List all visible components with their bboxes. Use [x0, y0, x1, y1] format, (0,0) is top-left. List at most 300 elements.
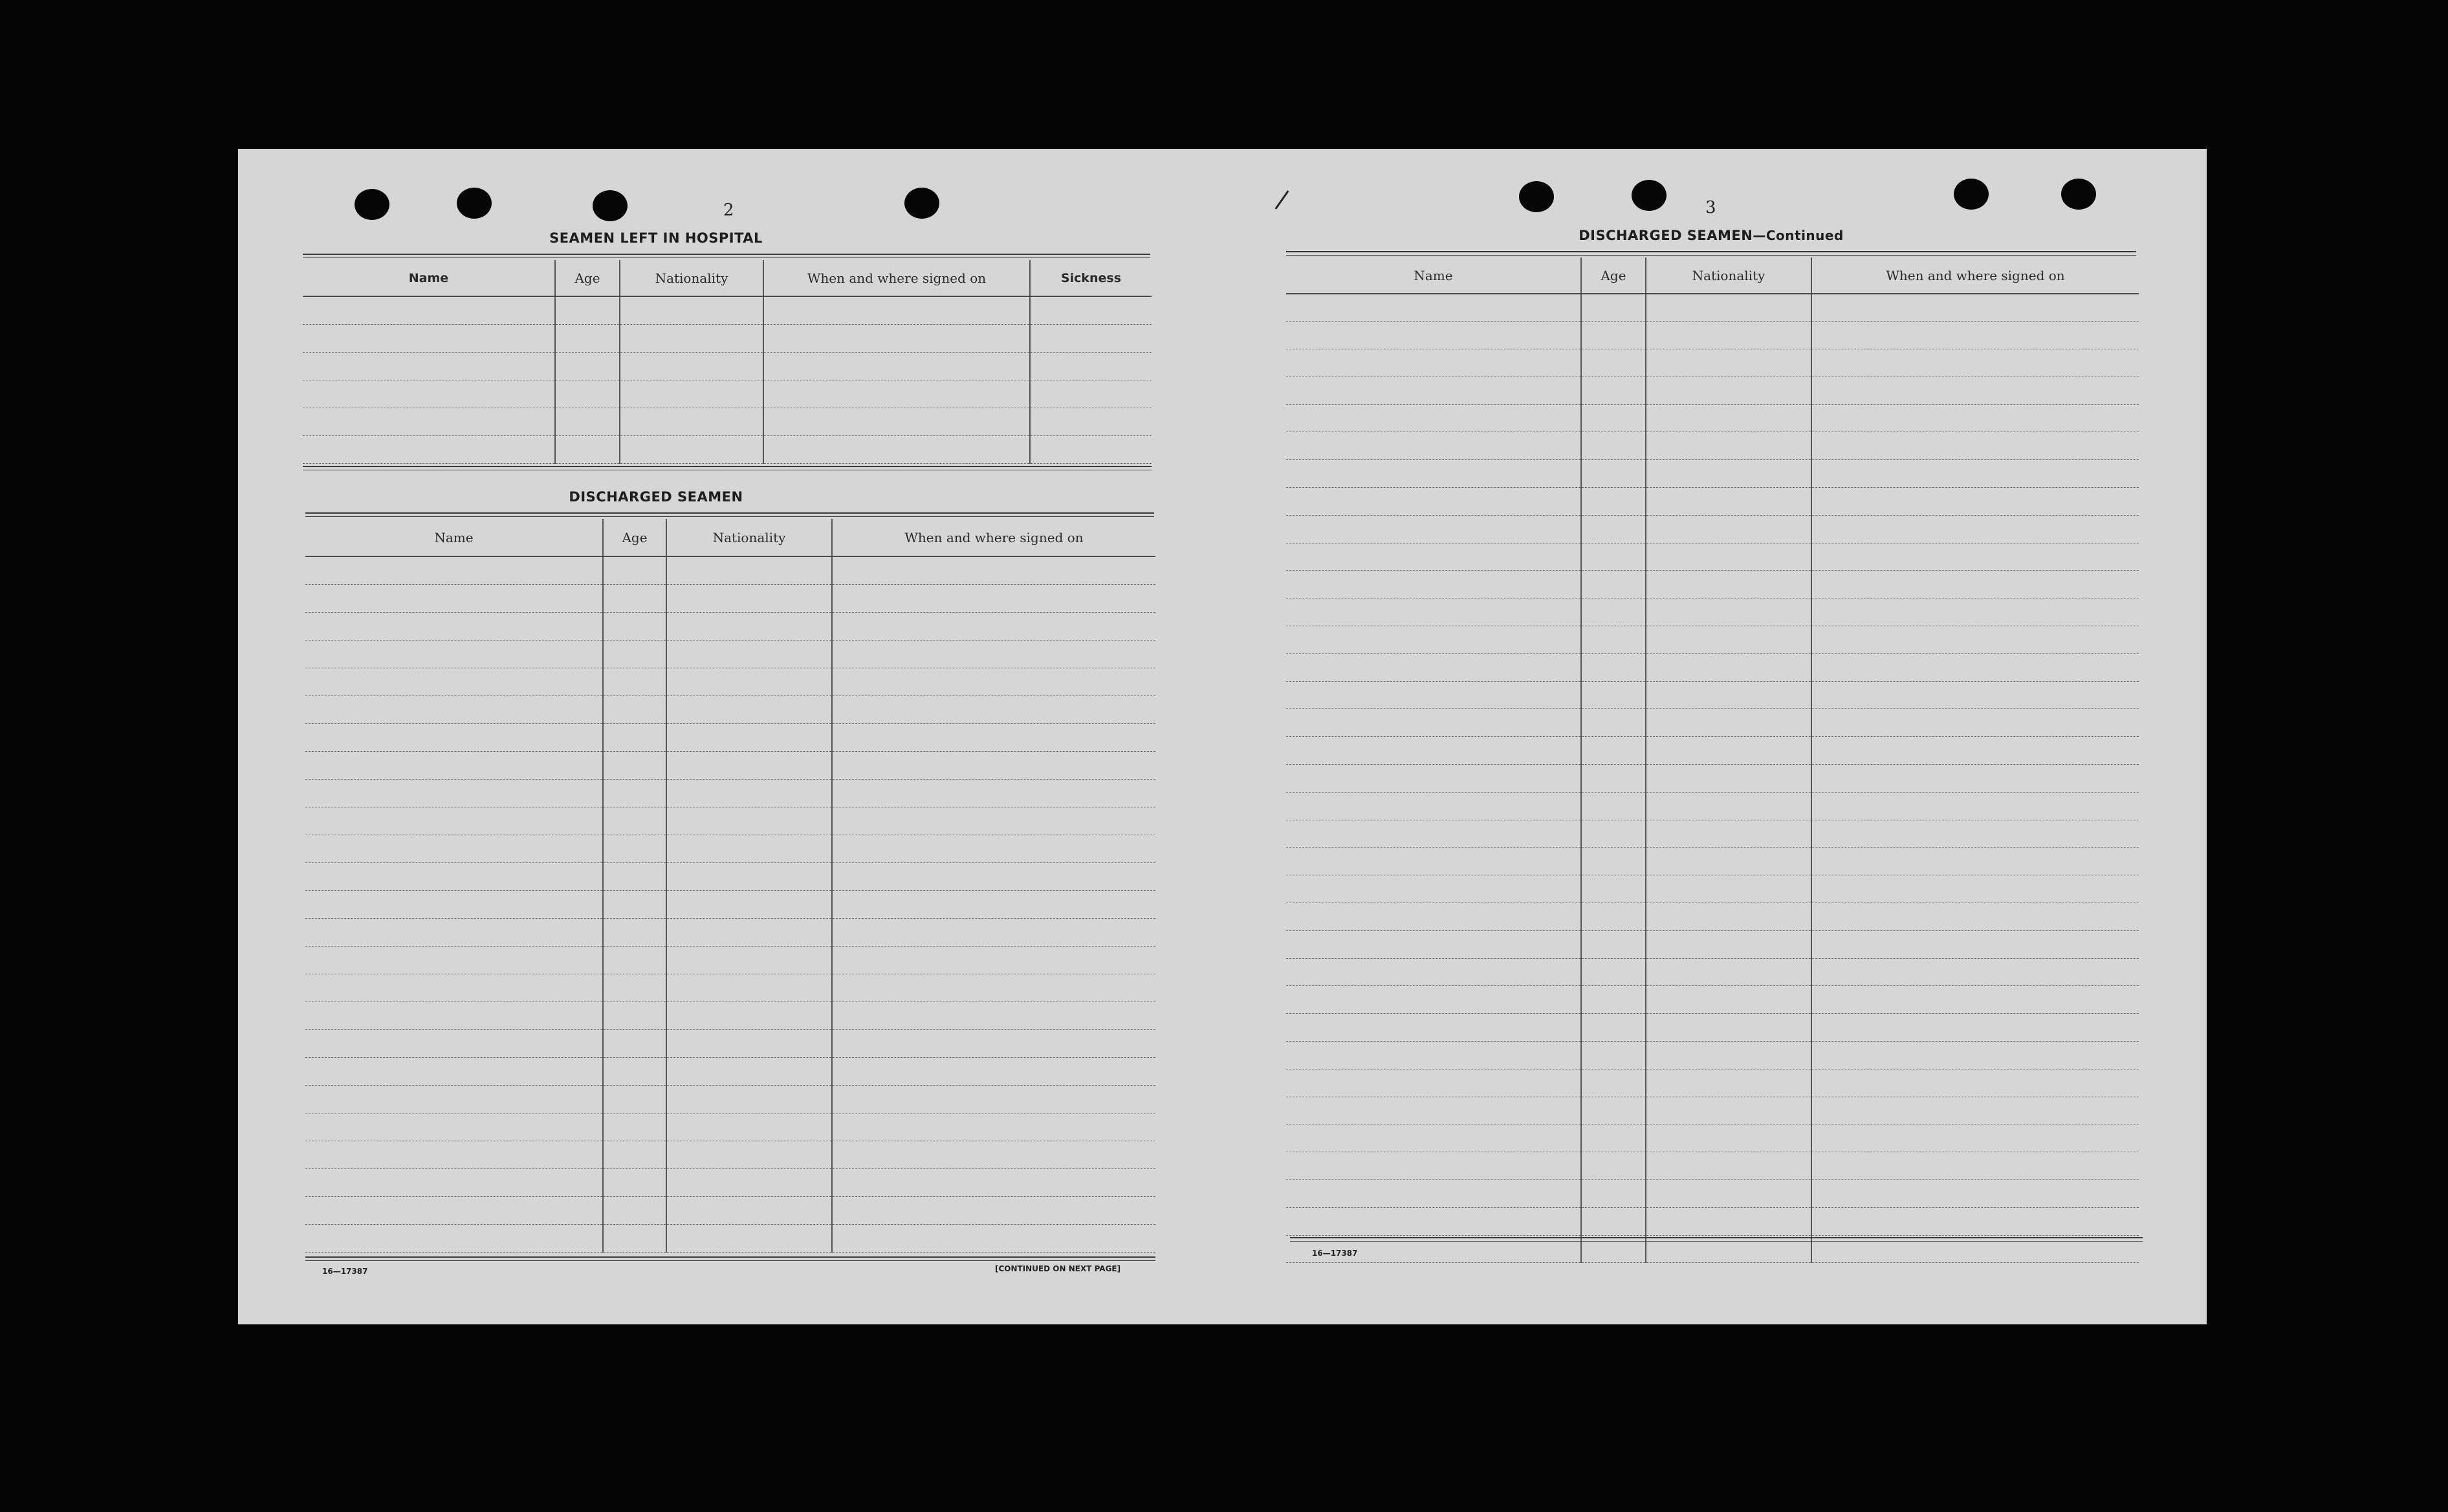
blank-cell: [1286, 626, 1581, 654]
blank-cell: [555, 380, 620, 408]
table-row: [305, 1196, 1155, 1224]
table-row: [303, 380, 1152, 408]
table-row: [305, 946, 1155, 974]
blank-cell: [1646, 1152, 1811, 1180]
blank-cell: [1646, 765, 1811, 793]
table-row: [1286, 1097, 2139, 1124]
blank-cell: [1646, 1124, 1811, 1152]
col-header-signed-on: When and where signed on: [1811, 257, 2139, 294]
table-row: [1286, 1207, 2139, 1235]
blank-cell: [555, 408, 620, 435]
blank-cell: [832, 1057, 1155, 1085]
blank-cell: [305, 1085, 603, 1113]
blank-cell: [1581, 653, 1646, 681]
blank-cell: [1646, 404, 1811, 432]
blank-cell: [1286, 986, 1581, 1014]
blank-cell: [1646, 1042, 1811, 1069]
blank-cell: [1811, 543, 2139, 571]
col-header-nationality: Nationality: [620, 260, 763, 296]
blank-cell: [305, 1057, 603, 1085]
blank-cell: [1581, 1042, 1646, 1069]
col-header-nationality: Nationality: [1646, 257, 1811, 294]
table-row: [1286, 709, 2139, 737]
blank-cell: [1286, 903, 1581, 931]
table-row: [305, 640, 1155, 668]
blank-cell: [1811, 571, 2139, 598]
blank-cell: [1811, 930, 2139, 958]
blank-cell: [603, 1085, 666, 1113]
blank-cell: [1581, 404, 1646, 432]
blank-cell: [1286, 875, 1581, 903]
blank-cell: [1581, 792, 1646, 820]
blank-cell: [1286, 653, 1581, 681]
blank-cell: [1811, 515, 2139, 543]
table-row: [1286, 1069, 2139, 1097]
table-row: [305, 1057, 1155, 1085]
blank-cell: [832, 556, 1155, 584]
col-header-age: Age: [1581, 257, 1646, 294]
blank-cell: [832, 946, 1155, 974]
blank-cell: [666, 640, 832, 668]
blank-cell: [1286, 1042, 1581, 1069]
table-row: [305, 723, 1155, 751]
blank-cell: [1646, 294, 1811, 322]
blank-cell: [832, 835, 1155, 862]
blank-cell: [555, 352, 620, 380]
blank-cell: [1286, 404, 1581, 432]
blank-cell: [1581, 294, 1646, 322]
discharged-section-title: DISCHARGED SEAMEN: [569, 489, 743, 505]
blank-cell: [1646, 543, 1811, 571]
continued-note: [CONTINUED ON NEXT PAGE]: [995, 1264, 1121, 1273]
blank-cell: [666, 1224, 832, 1252]
blank-cell: [1811, 792, 2139, 820]
discharged-continued-title: [1286, 228, 2136, 243]
blank-cell: [1581, 1235, 1646, 1263]
blank-cell: [305, 584, 603, 612]
blank-cell: [603, 1224, 666, 1252]
blank-cell: [666, 723, 832, 751]
blank-cell: [763, 380, 1030, 408]
blank-cell: [666, 890, 832, 918]
blank-cell: [303, 324, 555, 352]
col-header-signed-on: When and where signed on: [832, 519, 1155, 556]
blank-cell: [1581, 515, 1646, 543]
discharged-top-rule-2: [305, 516, 1154, 517]
blank-cell: [1286, 1180, 1581, 1208]
discharged-bottom-rule: [305, 1256, 1155, 1258]
blank-cell: [620, 408, 763, 435]
blank-cell: [1811, 737, 2139, 765]
blank-cell: [1646, 515, 1811, 543]
hospital-top-rule-2: [303, 257, 1150, 258]
blank-cell: [603, 640, 666, 668]
table-row: [1286, 986, 2139, 1014]
blank-cell: [603, 835, 666, 862]
blank-cell: [603, 696, 666, 723]
punch-hole: [2061, 179, 2096, 210]
blank-cell: [1811, 820, 2139, 848]
blank-cell: [832, 1002, 1155, 1029]
hospital-bottom-rule: [303, 466, 1152, 467]
blank-cell: [305, 640, 603, 668]
blank-cell: [1646, 488, 1811, 516]
blank-cell: [832, 1085, 1155, 1113]
page-number-right: 3: [1705, 198, 1716, 217]
blank-cell: [603, 890, 666, 918]
blank-cell: [1811, 765, 2139, 793]
blank-cell: [1581, 958, 1646, 986]
blank-cell: [1811, 1014, 2139, 1042]
blank-cell: [666, 1168, 832, 1196]
blank-cell: [1811, 1042, 2139, 1069]
blank-cell: [555, 435, 620, 463]
table-row: [305, 1168, 1155, 1196]
blank-cell: [1286, 709, 1581, 737]
table-row: [1286, 404, 2139, 432]
form-number-left: 16—17387: [322, 1267, 368, 1276]
table-row: [1286, 1152, 2139, 1180]
blank-cell: [1581, 543, 1646, 571]
blank-cell: [1581, 1069, 1646, 1097]
blank-cell: [305, 612, 603, 640]
hospital-top-rule: [303, 254, 1150, 255]
table-row: [303, 435, 1152, 463]
blank-cell: [620, 380, 763, 408]
blank-cell: [603, 1141, 666, 1168]
blank-cell: [1581, 1097, 1646, 1124]
blank-cell: [1811, 986, 2139, 1014]
right-top-rule-2: [1286, 255, 2136, 256]
discharged-table-right: [1286, 257, 2139, 1263]
blank-cell: [1030, 296, 1152, 324]
blank-cell: [1581, 681, 1646, 709]
blank-cell: [1286, 488, 1581, 516]
blank-cell: [603, 946, 666, 974]
blank-cell: [1811, 377, 2139, 404]
blank-cell: [603, 1196, 666, 1224]
blank-cell: [1581, 765, 1646, 793]
title-sub: —Continued: [1753, 228, 1844, 243]
blank-cell: [1646, 626, 1811, 654]
blank-cell: [832, 668, 1155, 696]
blank-cell: [1030, 435, 1152, 463]
table-row: [1286, 349, 2139, 377]
blank-cell: [832, 1141, 1155, 1168]
table-row: [305, 807, 1155, 835]
table-row: [305, 1224, 1155, 1252]
blank-cell: [303, 435, 555, 463]
col-header-name: Name: [305, 519, 603, 556]
table-row: [1286, 681, 2139, 709]
blank-cell: [1286, 737, 1581, 765]
blank-cell: [666, 696, 832, 723]
table-row: [1286, 653, 2139, 681]
form-number-right: 16—17387: [1312, 1249, 1358, 1258]
blank-cell: [666, 584, 832, 612]
table-row: [1286, 377, 2139, 404]
col-header-name: Name: [303, 260, 555, 296]
discharged-bottom-rule-2: [305, 1260, 1155, 1261]
blank-cell: [303, 352, 555, 380]
blank-cell: [1811, 1069, 2139, 1097]
blank-cell: [1646, 1207, 1811, 1235]
blank-cell: [666, 1002, 832, 1029]
table-row: [1286, 598, 2139, 626]
blank-cell: [1646, 1097, 1811, 1124]
col-header-sickness: Sickness: [1030, 260, 1152, 296]
col-header-name: Name: [1286, 257, 1581, 294]
discharged-top-rule: [305, 512, 1154, 514]
blank-cell: [666, 807, 832, 835]
table-row: [303, 408, 1152, 435]
blank-cell: [1811, 432, 2139, 460]
blank-cell: [1811, 626, 2139, 654]
punch-hole: [457, 188, 492, 219]
blank-cell: [1811, 1180, 2139, 1208]
blank-cell: [666, 668, 832, 696]
table-row: [1286, 488, 2139, 516]
table-row: [1286, 294, 2139, 322]
blank-cell: [666, 974, 832, 1002]
blank-cell: [1811, 653, 2139, 681]
blank-cell: [1811, 709, 2139, 737]
blank-cell: [1811, 958, 2139, 986]
table-row: [1286, 515, 2139, 543]
blank-cell: [1581, 1207, 1646, 1235]
table-row: [305, 1085, 1155, 1113]
blank-cell: [1581, 349, 1646, 377]
blank-cell: [1646, 681, 1811, 709]
table-row: [303, 352, 1152, 380]
blank-cell: [305, 779, 603, 807]
blank-cell: [763, 296, 1030, 324]
blank-cell: [1286, 377, 1581, 404]
blank-cell: [1581, 598, 1646, 626]
blank-cell: [666, 1196, 832, 1224]
blank-cell: [1286, 958, 1581, 986]
blank-cell: [1811, 681, 2139, 709]
table-row: [305, 584, 1155, 612]
table-row: [305, 668, 1155, 696]
blank-cell: [1646, 737, 1811, 765]
table-row: [305, 556, 1155, 584]
blank-cell: [832, 1029, 1155, 1057]
blank-cell: [303, 408, 555, 435]
blank-cell: [666, 1057, 832, 1085]
blank-cell: [1581, 322, 1646, 349]
table-row: [1286, 626, 2139, 654]
blank-cell: [603, 1113, 666, 1141]
blank-cell: [1286, 322, 1581, 349]
blank-cell: [666, 779, 832, 807]
blank-cell: [832, 1168, 1155, 1196]
blank-cell: [1646, 377, 1811, 404]
blank-cell: [1646, 349, 1811, 377]
table-row: [1286, 903, 2139, 931]
punch-hole: [355, 189, 389, 220]
blank-cell: [1811, 488, 2139, 516]
blank-cell: [620, 296, 763, 324]
table-row: [1286, 765, 2139, 793]
blank-cell: [603, 668, 666, 696]
blank-cell: [666, 918, 832, 946]
blank-cell: [666, 1113, 832, 1141]
blank-cell: [1581, 1152, 1646, 1180]
blank-cell: [832, 974, 1155, 1002]
blank-cell: [832, 807, 1155, 835]
blank-cell: [305, 918, 603, 946]
blank-cell: [666, 946, 832, 974]
col-header-signed-on: When and where signed on: [763, 260, 1030, 296]
punch-hole: [1519, 181, 1554, 212]
right-bottom-rule: [1290, 1237, 2143, 1238]
blank-cell: [763, 352, 1030, 380]
blank-cell: [1286, 460, 1581, 488]
punch-hole: [1632, 180, 1667, 211]
blank-cell: [666, 1085, 832, 1113]
discharged-table-left: [305, 519, 1155, 1253]
punch-hole: [1954, 179, 1989, 210]
col-header-age: Age: [603, 519, 666, 556]
blank-cell: [1811, 460, 2139, 488]
blank-cell: [305, 835, 603, 862]
table-row: [1286, 820, 2139, 848]
blank-cell: [603, 1057, 666, 1085]
blank-cell: [832, 751, 1155, 779]
blank-cell: [1811, 1152, 2139, 1180]
table-row: [1286, 460, 2139, 488]
blank-cell: [305, 807, 603, 835]
blank-cell: [1811, 598, 2139, 626]
table-row: [305, 1141, 1155, 1168]
blank-cell: [1811, 349, 2139, 377]
blank-cell: [1646, 598, 1811, 626]
blank-cell: [1646, 571, 1811, 598]
blank-cell: [1646, 1014, 1811, 1042]
blank-cell: [1811, 404, 2139, 432]
table-row: [305, 779, 1155, 807]
blank-cell: [832, 862, 1155, 890]
blank-cell: [1646, 986, 1811, 1014]
blank-cell: [305, 556, 603, 584]
blank-cell: [1286, 1207, 1581, 1235]
blank-cell: [1286, 765, 1581, 793]
blank-cell: [1286, 1152, 1581, 1180]
blank-cell: [1646, 903, 1811, 931]
blank-cell: [305, 946, 603, 974]
blank-cell: [1811, 848, 2139, 875]
blank-cell: [603, 974, 666, 1002]
blank-cell: [305, 668, 603, 696]
blank-cell: [1581, 875, 1646, 903]
table-row: [1286, 432, 2139, 460]
blank-cell: [603, 1029, 666, 1057]
blank-cell: [1646, 875, 1811, 903]
blank-cell: [1646, 322, 1811, 349]
pen-mark: [1275, 190, 1289, 210]
blank-cell: [832, 612, 1155, 640]
blank-cell: [1286, 543, 1581, 571]
table-row: [1286, 1042, 2139, 1069]
blank-cell: [620, 352, 763, 380]
blank-cell: [1646, 653, 1811, 681]
blank-cell: [1286, 1014, 1581, 1042]
blank-cell: [1286, 598, 1581, 626]
table-row: [303, 324, 1152, 352]
blank-cell: [1286, 681, 1581, 709]
blank-cell: [1581, 930, 1646, 958]
blank-cell: [763, 435, 1030, 463]
table-row: [305, 751, 1155, 779]
blank-cell: [305, 1002, 603, 1029]
title-main: DISCHARGED SEAMEN: [1579, 228, 1753, 243]
blank-cell: [1581, 737, 1646, 765]
blank-cell: [666, 835, 832, 862]
blank-cell: [1811, 294, 2139, 322]
blank-cell: [1646, 1180, 1811, 1208]
table-row: [1286, 1235, 2139, 1263]
table-row: [1286, 1124, 2139, 1152]
table-row: [1286, 1014, 2139, 1042]
table-row: [305, 1029, 1155, 1057]
blank-cell: [1581, 848, 1646, 875]
blank-cell: [555, 324, 620, 352]
blank-cell: [1811, 875, 2139, 903]
table-row: [1286, 792, 2139, 820]
blank-cell: [603, 862, 666, 890]
blank-cell: [1581, 1180, 1646, 1208]
blank-cell: [832, 723, 1155, 751]
blank-cell: [832, 1224, 1155, 1252]
blank-cell: [1286, 792, 1581, 820]
blank-cell: [832, 584, 1155, 612]
blank-cell: [305, 974, 603, 1002]
blank-cell: [603, 807, 666, 835]
table-row: [305, 890, 1155, 918]
blank-cell: [1646, 930, 1811, 958]
blank-cell: [1286, 1124, 1581, 1152]
blank-cell: [832, 696, 1155, 723]
blank-cell: [603, 779, 666, 807]
blank-cell: [603, 751, 666, 779]
blank-cell: [305, 862, 603, 890]
blank-cell: [305, 1224, 603, 1252]
blank-cell: [303, 380, 555, 408]
blank-cell: [832, 1196, 1155, 1224]
blank-cell: [1286, 294, 1581, 322]
blank-cell: [832, 779, 1155, 807]
blank-cell: [1030, 352, 1152, 380]
blank-cell: [832, 1113, 1155, 1141]
blank-cell: [603, 556, 666, 584]
blank-cell: [1581, 460, 1646, 488]
blank-cell: [620, 435, 763, 463]
blank-cell: [305, 751, 603, 779]
blank-cell: [1811, 322, 2139, 349]
blank-cell: [603, 918, 666, 946]
blank-cell: [1646, 709, 1811, 737]
blank-cell: [1030, 324, 1152, 352]
table-row: [305, 1113, 1155, 1141]
col-header-nationality: Nationality: [666, 519, 832, 556]
table-row: [303, 296, 1152, 324]
blank-cell: [303, 296, 555, 324]
blank-cell: [1646, 820, 1811, 848]
blank-cell: [1581, 377, 1646, 404]
blank-cell: [305, 890, 603, 918]
table-row: [305, 918, 1155, 946]
